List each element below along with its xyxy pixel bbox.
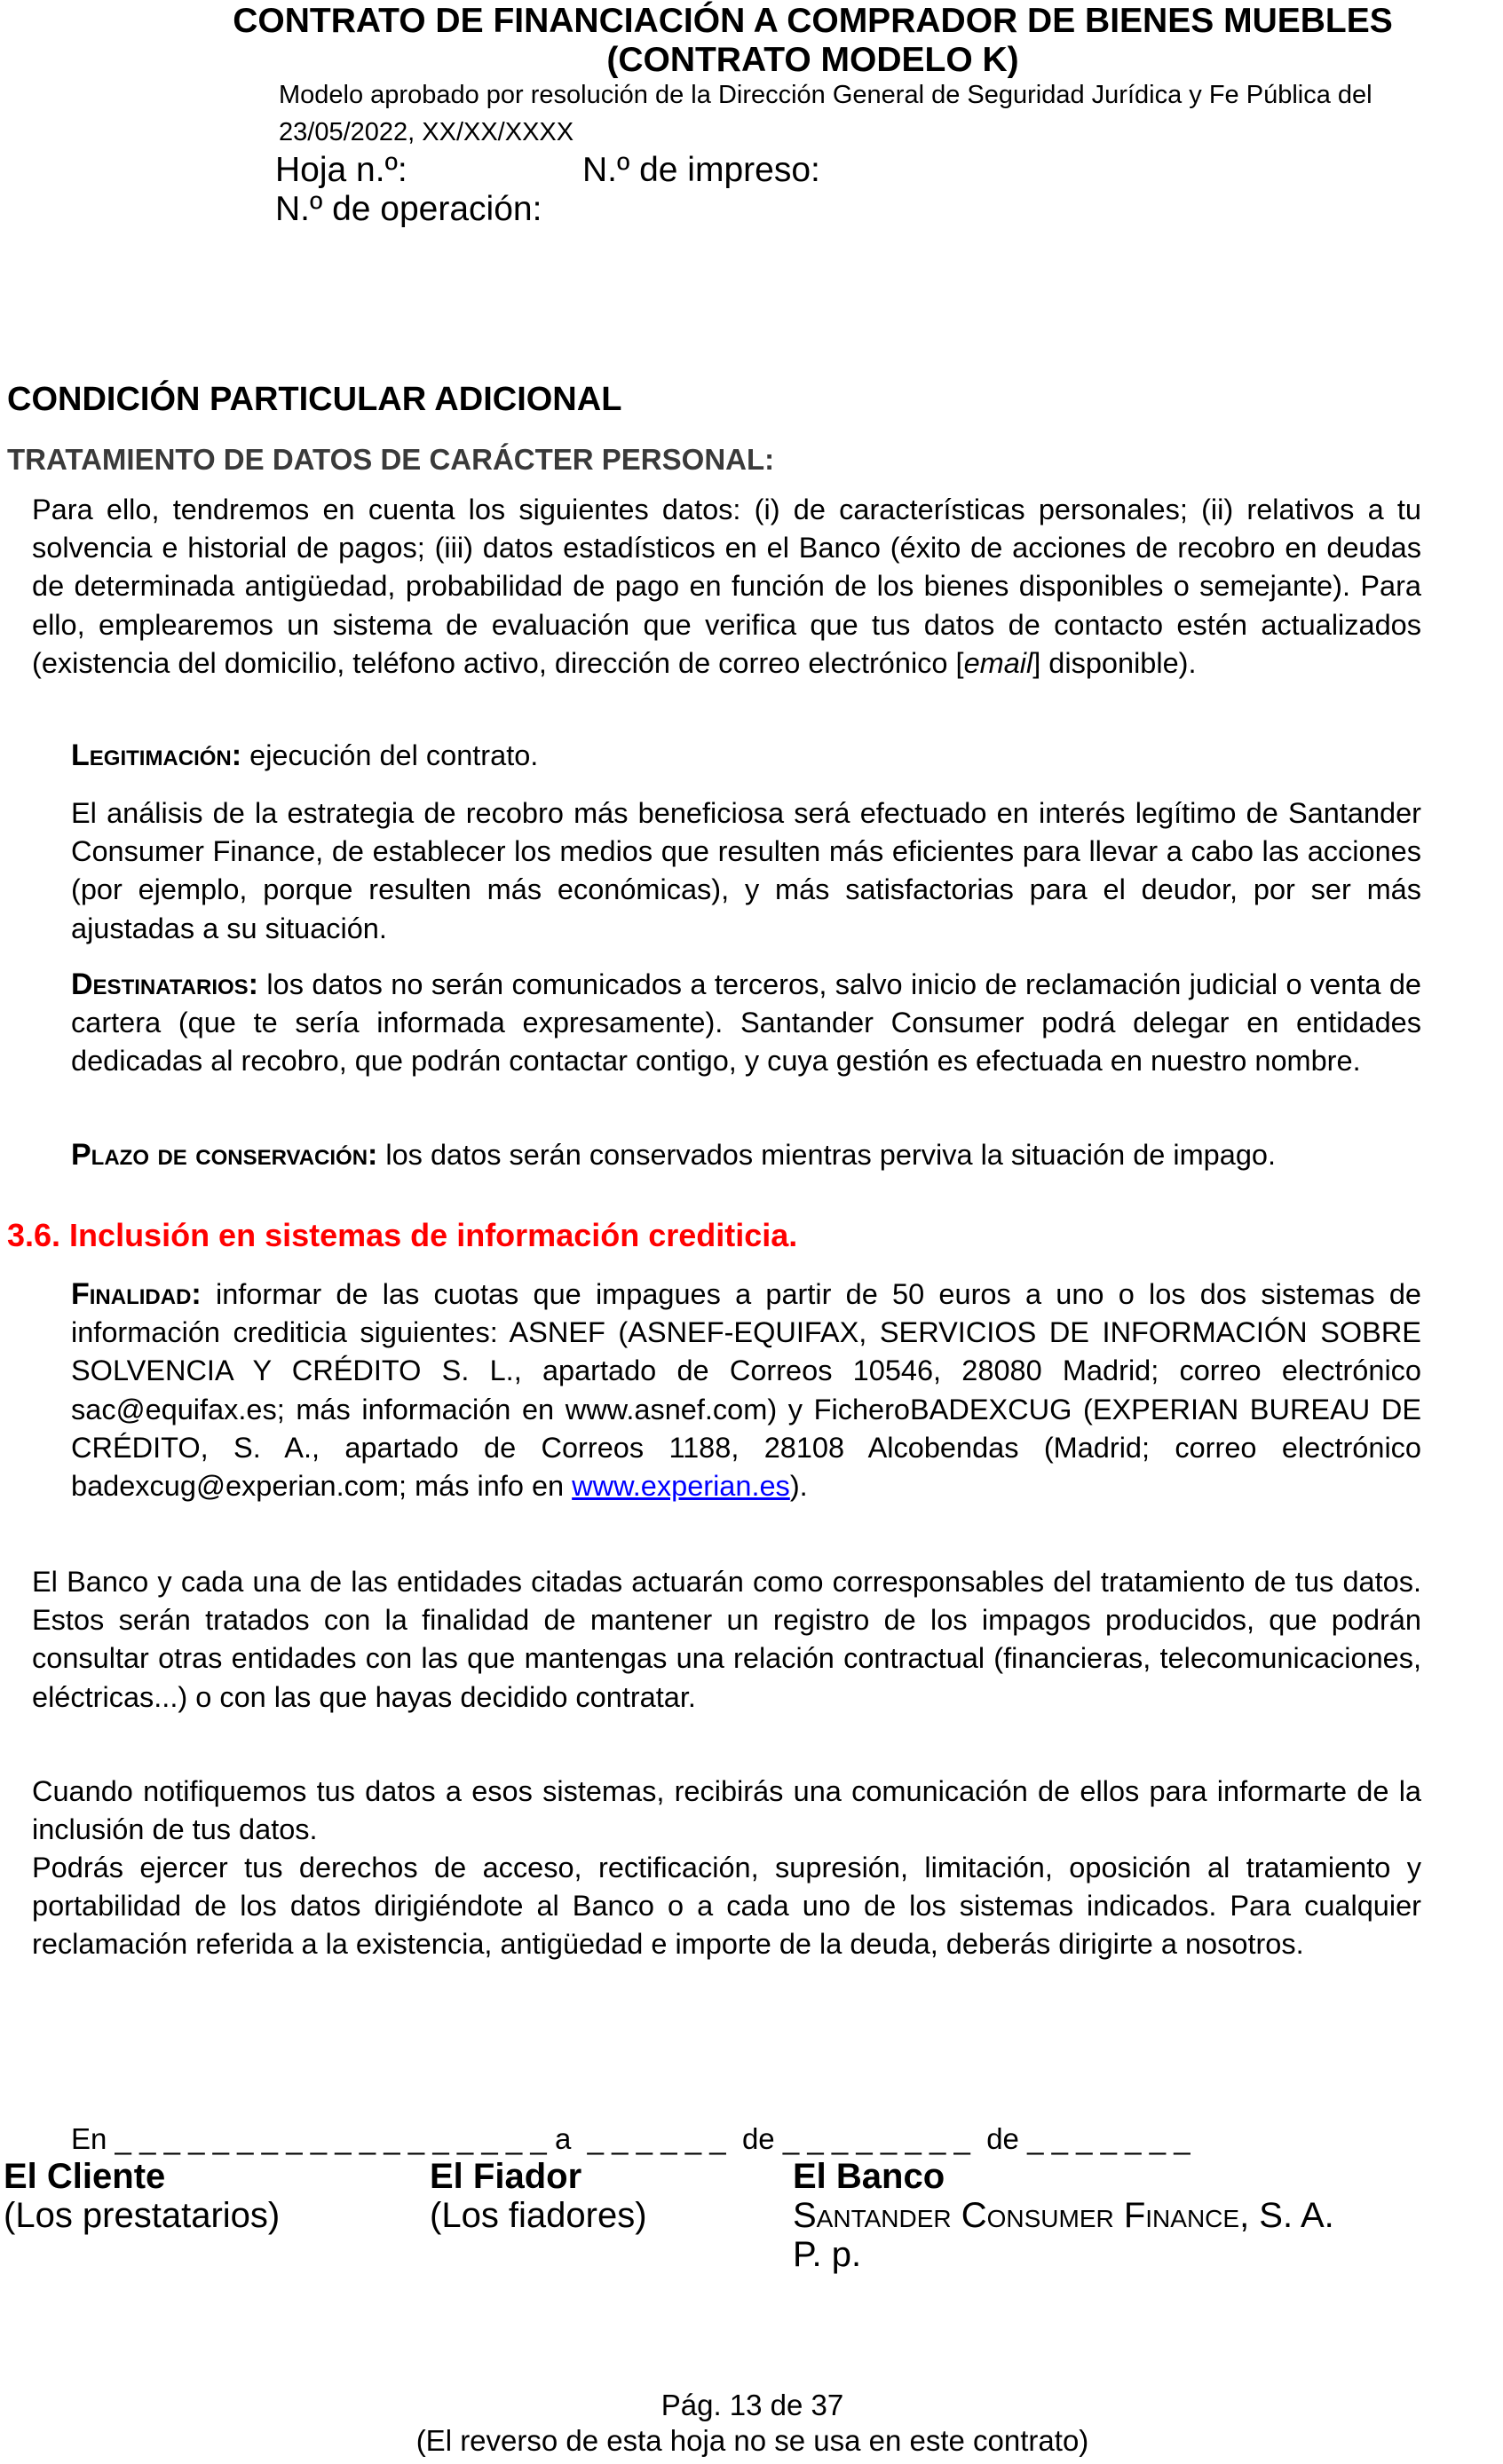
plazo-paragraph — [71, 1136, 1421, 1174]
year-prefix: de — [986, 2122, 1019, 2155]
destinatarios-text: los datos no serán comunicados a terceros, salvo inicio de reclamación judicial o venta de cartera (que te sería informada expresamente). Santander Consumer podrá delegar en entidades dedicadas al recobro, que podrán contactar contigo, y cuya gestión es efectuada en nuestro nombre. — [71, 968, 1421, 1078]
intro-end: ] disponible). — [1032, 646, 1197, 679]
place-prefix: En — [71, 2122, 107, 2155]
approval-note — [279, 76, 1451, 151]
finalidad-end: ). — [789, 1470, 808, 1503]
finalidad-text: informar de las cuotas que impagues a partir de 50 euros a uno o los dos sistemas de información crediticia siguientes: ASNEF (ASNEF-EQUIFAX, SERVICIOS DE INFORMACIÓN SOBRE SOLVENCIA Y CRÉDITO S. L., apartado de Correos 10546, 28080 Madrid; correo electrónico sac@equifax.es; más información en www.asnef.com) y FicheroBADEXCUG (EXPERIAN BUREAU DE CRÉDITO, S. A., apartado de Correos 1188, 28108 Alcobendas (Madrid; correo electrónico badexcug@experian.com; más info en — [71, 1278, 1421, 1503]
approval-line-2: 23/05/2022, XX/XX/XXXX — [279, 118, 574, 146]
plazo-text: los datos serán conservados mientras perviva la situación de impago. — [377, 1139, 1277, 1171]
month-blank[interactable]: _ _ _ _ _ _ _ _ — [782, 2122, 970, 2155]
bank-pp: P. p. — [793, 2235, 862, 2274]
finalidad-label: Finalidad: — [71, 1277, 202, 1311]
notificacion-paragraph: Cuando notifiquemos tus datos a esos sistemas, recibirás una comunicación de ellos para informarte de la inclusión de tus datos. — [32, 1775, 1421, 1846]
guarantor-heading: El Fiador — [430, 2157, 582, 2196]
legitimacion-label: Legitimación: — [71, 738, 242, 772]
analisis-paragraph: El análisis de la estrategia de recobro más beneficiosa será efectuado en interés legítimo de Santander Consumer Finance, de establecer los medios que resulten más eficientes para llevar a cabo las acciones (por ejemplo, porque resulten más económicas), y más satisfactorias para el deudor, por ser más ajustadas a su situación. — [71, 797, 1421, 944]
year-blank[interactable]: _ _ _ _ _ _ _ — [1027, 2122, 1191, 2155]
guarantor-subtitle: (Los fiadores) — [430, 2196, 647, 2235]
client-subtitle: (Los prestatarios) — [4, 2196, 281, 2235]
section-subheading: TRATAMIENTO DE DATOS DE CARÁCTER PERSONAL: — [7, 443, 775, 476]
print-number-label: N.º de impreso: — [582, 151, 820, 189]
bank-heading: El Banco — [793, 2157, 945, 2196]
page-number: Pág. 13 de 37 — [661, 2389, 844, 2421]
corresponsables-paragraph: El Banco y cada una de las entidades citadas actuarán como corresponsables del tratamiento de tus datos. Estos serán tratados con la finalidad de mantener un registro de los impagos producidos, que podrán consultar otras entidades con las que mantengas una relación contractual (financieras, telecomunicaciones, eléctricas...) o con las que hayas decidido contratar. — [32, 1566, 1421, 1713]
guarantor-signature-block — [430, 2157, 647, 2235]
intro-italic: email — [963, 646, 1033, 679]
subsection-heading: 3.6. Inclusión en sistemas de información crediticia. — [7, 1217, 798, 1253]
bank-signature-block — [793, 2157, 1334, 2274]
finalidad-paragraph — [71, 1275, 1421, 1505]
operation-number-label: N.º de operación: — [275, 190, 542, 228]
day-blank[interactable]: _ _ _ _ _ _ — [587, 2122, 726, 2155]
reverse-note: (El reverso de esta hoja no se usa en este contrato) — [415, 2424, 1089, 2457]
page-footer — [0, 2388, 1503, 2459]
plazo-label: Plazo de conservación: — [71, 1138, 378, 1172]
destinatarios-paragraph — [71, 966, 1421, 1081]
experian-link[interactable]: www.experian.es — [572, 1470, 790, 1503]
title-line-2: (CONTRATO MODELO K) — [606, 41, 1019, 79]
document-title — [0, 2, 1503, 80]
signature-date-line — [71, 2121, 1191, 2157]
section-heading: CONDICIÓN PARTICULAR ADICIONAL — [7, 381, 622, 418]
intro-paragraph — [32, 491, 1421, 683]
intro-text: Para ello, tendremos en cuenta los siguientes datos: (i) de características personales; (ii) relativos a tu solvencia e historial de pagos; (iii) datos estadísticos en el Banco (éxito de acciones de recobro en deudas de determinada antigüedad, probabilidad de pago en función de los bienes disponibles o semejante). Para ello, emplearemos un sistema de evaluación que verifica que tus datos de contacto estén actualizados (existencia del domicilio, teléfono activo, dirección de correo electrónico [ — [32, 494, 1421, 679]
legitimacion-paragraph — [71, 737, 1421, 775]
client-signature-block — [4, 2157, 280, 2235]
destinatarios-label: Destinatarios: — [71, 967, 258, 1001]
approval-line-1: Modelo aprobado por resolución de la Dirección General de Seguridad Jurídica y Fe Pública del — [279, 81, 1372, 109]
client-heading: El Cliente — [4, 2157, 166, 2196]
bank-name: Santander Consumer Finance, S. A. — [793, 2196, 1334, 2235]
derechos-paragraph: Podrás ejercer tus derechos de acceso, rectificación, supresión, limitación, oposición al tratamiento y portabilidad de los datos dirigiéndote al Banco o a cada uno de los sistemas indicados. Para cualquier reclamación referida a la existencia, antigüedad e importe de la deuda, deberás dirigirte a nosotros. — [32, 1852, 1421, 1961]
day-prefix: a — [554, 2122, 572, 2155]
sheet-number-label: Hoja n.º: — [275, 151, 407, 189]
legitimacion-text: ejecución del contrato. — [241, 739, 539, 771]
place-blank[interactable]: _ _ _ _ _ _ _ _ _ _ _ _ _ _ _ _ _ _ — [115, 2122, 547, 2155]
title-line-1: CONTRATO DE FINANCIACIÓN A COMPRADOR DE BIENES MUEBLES — [233, 2, 1393, 40]
month-prefix: de — [741, 2122, 775, 2155]
